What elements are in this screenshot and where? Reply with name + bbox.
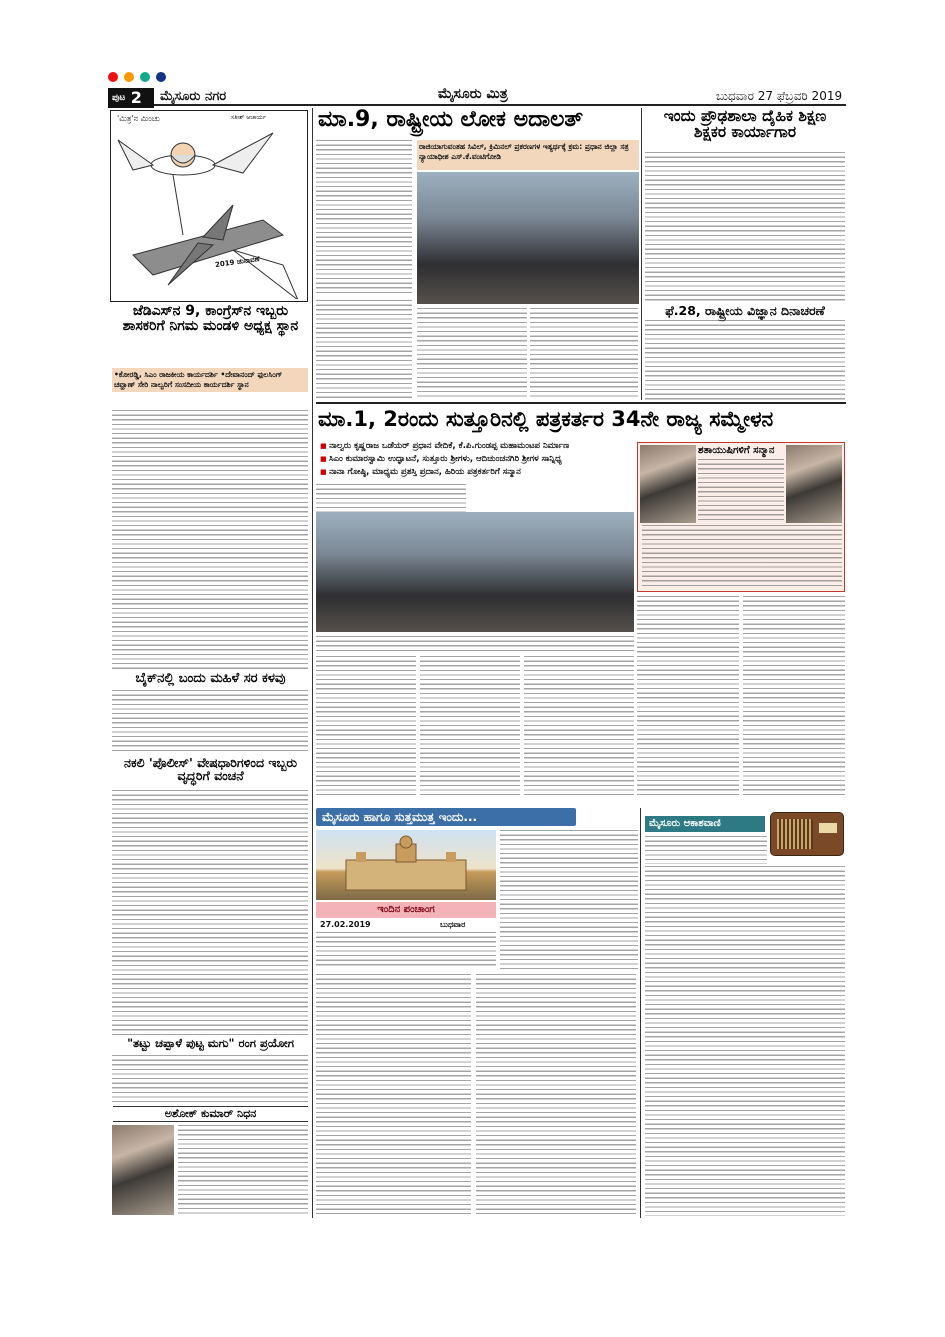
- masthead: ಮೈಸೂರು ಮಿತ್ರ: [438, 86, 508, 102]
- registration-mark: [156, 72, 166, 82]
- palace-illustration: [316, 830, 496, 900]
- lok-adalat-body-col2: [316, 300, 412, 398]
- lok-adalat-body-col1: [316, 140, 412, 296]
- registration-mark: [108, 72, 118, 82]
- lok-adalat-headline: ಮಾ.9, ರಾಷ್ಟ್ರೀಯ ಲೋಕ ಅದಾಲತ್: [318, 107, 584, 132]
- panchanga-text: [316, 932, 496, 968]
- journalists-bullet: ■ ನಾನಾ ಗೋಷ್ಠಿ, ಮಾಧ್ಯಮ ಪ್ರಶಸ್ತಿ ಪ್ರದಾನ, ಹಿರಿಯ ಪತ್ರಕರ್ತರಿಗೆ ಸನ್ಮಾನ: [320, 466, 625, 479]
- lok-adalat-body-col4: [530, 308, 638, 398]
- panchanga-day: ಬುಧವಾರ: [440, 920, 466, 929]
- radio-dial: [819, 823, 837, 833]
- jds-headline: ಜೆಡಿಎಸ್‌ನ 9, ಕಾಂಗ್ರೆಸ್‌ನ ಇಬ್ಬರು ಶಾಸಕರಿಗೆ ನಿಗಮ ಮಂಡಳಿ ಅಧ್ಯಕ್ಷ ಸ್ಥಾನ: [122, 303, 299, 334]
- journalists-bullet: ■ ಸಿಎಂ ಕುಮಾರಸ್ವಾಮಿ ಉದ್ಘಾಟನೆ, ಸುತ್ತೂರು ಶ್ರೀಗಳು, ಆದಿಚುಂಚನಗಿರಿ ಶ್ರೀಗಳ ಸಾನ್ನಿಧ್ಯ: [320, 453, 625, 466]
- journalists-body-col1: [316, 656, 416, 796]
- obit-photo: [112, 1125, 174, 1215]
- cartoon-illustration: [113, 125, 305, 299]
- journalists-body-col3: [524, 656, 634, 796]
- journalists-body-col5: [743, 596, 845, 796]
- cartoon-title: 'ಮಿತ್ರ'ನ ಮಿಂಚು: [117, 114, 160, 123]
- cartoon-artist: ಸತೀಶ್ ಆಚಾರ್ಯ: [231, 114, 266, 121]
- honor-box-title: ಶತಾಯುಷಿಗಳಿಗೆ ಸನ್ಮಾನ: [698, 445, 775, 456]
- palace-photo: [316, 830, 496, 900]
- journalists-body-col2: [420, 656, 520, 796]
- story-divider: [316, 402, 846, 404]
- journalists-photo: [316, 512, 634, 632]
- journalists-bullet: ■ ನಾಲ್ವರು ಕೃಷ್ಣರಾಜ ಒಡೆಯರ್ ಪ್ರಧಾನ ವೇದಿಕೆ, ಕೆ.ಪಿ.ಗುಂಡಪ್ಪ ಮಹಾಮಂಟಪ ನಿರ್ಮಾಣ: [320, 440, 625, 453]
- obit-body-text: [178, 1125, 308, 1215]
- police-body-text: [112, 790, 308, 1035]
- panchanga-title: ಇಂದಿನ ಪಂಚಾಂಗ: [316, 902, 496, 918]
- column-rule: [641, 108, 642, 400]
- radio-intro-text: [645, 836, 767, 864]
- events-list-col3: [476, 974, 636, 1214]
- honor-box: [637, 442, 845, 592]
- column-rule: [640, 808, 641, 1218]
- lok-adalat-photo: [417, 172, 639, 304]
- events-band: ಮೈಸೂರು ಹಾಗೂ ಸುತ್ತಮುತ್ತ ಇಂದು...: [316, 808, 576, 826]
- registration-mark: [140, 72, 150, 82]
- jds-body-text: [112, 410, 308, 670]
- radio-title: ಮೈಸೂರು ಆಕಾಶವಾಣಿ: [645, 816, 765, 832]
- lok-adalat-body-col3: [417, 308, 527, 398]
- page-number: 2: [130, 88, 142, 107]
- honor-photo-2: [786, 445, 842, 523]
- physical-ed-headline: ಇಂದು ಪ್ರೌಢಶಾಲಾ ದೈಹಿಕ ಶಿಕ್ಷಣ ಶಿಕ್ಷಕರ ಕಾರ್ಯಾಗಾರ: [663, 107, 827, 142]
- journalists-headline: ಮಾ.1, 2ರಂದು ಸುತ್ತೂರಿನಲ್ಲಿ ಪತ್ರಕರ್ತರ 34ನೇ ರಾಜ್ಯ ಸಮ್ಮೇಳನ: [318, 407, 774, 431]
- section-name: ಮೈಸೂರು ನಗರ: [160, 89, 227, 104]
- cartoon-box: [110, 110, 308, 302]
- cartoon-banner-text: 2019 ಚುನಾವಣೆ: [214, 254, 261, 270]
- honor-photo-1: [640, 445, 696, 523]
- physical-ed-body-text: [645, 152, 845, 302]
- chain-body-text: [112, 690, 308, 754]
- page-number-box: [108, 88, 154, 108]
- column-rule: [312, 108, 313, 1218]
- radio-schedule-text: [645, 866, 845, 1216]
- honor-text-2: [642, 525, 842, 589]
- page-label: ಪುಟ: [112, 93, 126, 103]
- honor-text-1: [698, 459, 784, 521]
- lok-adalat-subhead: ರಾಜಿಯಾಗುವಂತಹ ಸಿವಿಲ್, ಕ್ರಿಮಿನಲ್ ಪ್ರಕರಣಗಳ ಇತ್ಯರ್ಥಕ್ಕೆ ಕ್ರಮ: ಪ್ರಧಾನ ಜಿಲ್ಲಾ ಸತ್ರ ನ್ಯಾಯಾಧೀಶ ಎಸ್.ಕೆ.ವಂಟಿಗೋಡಿ: [417, 140, 639, 170]
- journalists-intro-text: [316, 484, 466, 512]
- theatre-headline: "ತಟ್ಟು ಚಪ್ಪಾಳೆ ಪುಟ್ಟ ಮಗು" ರಂಗ ಪ್ರಯೋಗ: [127, 1036, 294, 1050]
- obit-headline: ಅಶೋಕ್ ಕುಮಾರ್ ನಿಧನ: [113, 1106, 308, 1122]
- radio-speaker: [777, 819, 813, 849]
- journalists-bullets: [320, 440, 625, 479]
- events-list-col2: [316, 974, 471, 1214]
- journalists-body-col4: [637, 596, 739, 796]
- police-headline: ನಕಲಿ 'ಪೊಲೀಸ್' ವೇಷಧಾರಿಗಳಿಂದ ಇಬ್ಬರು ವೃದ್ಧರಿಗೆ ವಂಚನೆ: [124, 755, 297, 784]
- jds-deck: •ಕೋರಡ್ಡಿ, ಸಿಎಂ ರಾಜಕೀಯ ಕಾರ್ಯದರ್ಶಿ •ದೇವಾನಂದ್ ಫುಲಸಿಂಗ್ ಚವ್ಹಾಣ್ ಸೇರಿ ನಾಲ್ವರಿಗೆ ಸಂಸದೀಯ ಕಾರ್ಯದರ್ಶಿ ಸ್ಥಾನ: [112, 368, 308, 392]
- dateline: ಬುಧವಾರ 27 ಫೆಬ್ರವರಿ 2019: [716, 89, 843, 103]
- theatre-body-text: [112, 1055, 308, 1103]
- science-day-body-text: [645, 320, 845, 400]
- journalists-photo-caption: [316, 636, 634, 654]
- panchanga-date: 27.02.2019: [320, 920, 371, 929]
- events-list-col1: [500, 830, 638, 970]
- radio-icon: [770, 812, 844, 856]
- registration-mark: [124, 72, 134, 82]
- science-day-headline: ಫೆ.28, ರಾಷ್ಟ್ರೀಯ ವಿಜ್ಞಾನ ದಿನಾಚರಣೆ: [665, 303, 825, 318]
- chain-headline: ಬೈಕ್‌ನಲ್ಲಿ ಬಂದು ಮಹಿಳೆ ಸರ ಕಳವು: [135, 671, 286, 686]
